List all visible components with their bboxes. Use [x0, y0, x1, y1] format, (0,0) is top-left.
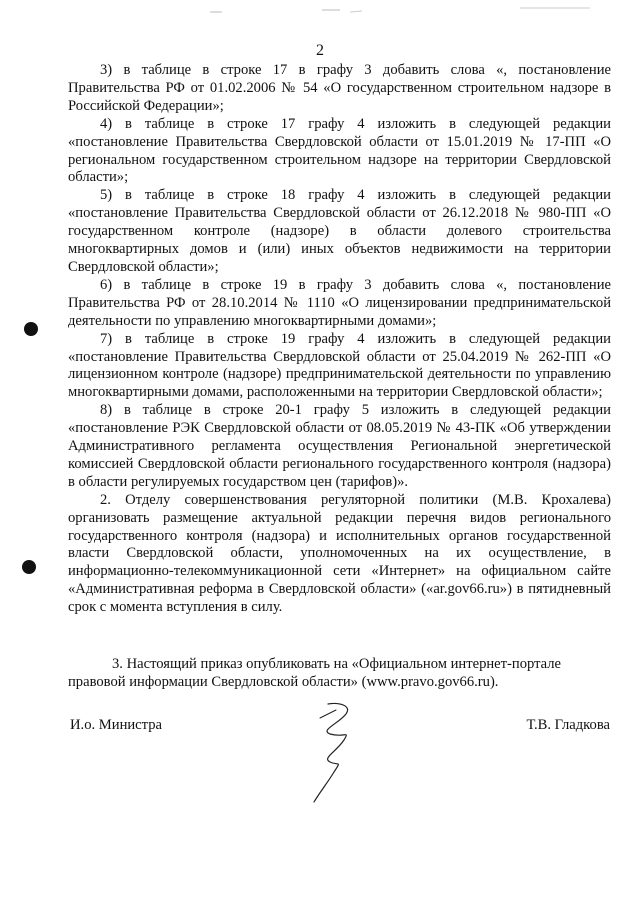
handwritten-signature	[300, 700, 370, 805]
signer-name: Т.В. Гладкова	[526, 717, 610, 733]
paragraph-item-3: 3) в таблице в строке 17 в графу 3 добавить слова «, постановление Правительства РФ от 01.02.2006 № 54 «О государственном строительном надзоре в Российской Федерации»;	[68, 62, 611, 114]
publication-clause	[68, 656, 611, 692]
paragraph-item-8: 8) в таблице в строке 20-1 графу 5 изложить в следующей редакции «постановление РЭК Свердловской области от 08.05.2019 № 43-ПК «Об утверждении Административного регламента осуществления Региональной энергетической комиссией Свердловской области регионального государственного контроля (надзора) в области регулируемых государством цен (тарифов)».	[68, 402, 611, 490]
paragraph-item-6: 6) в таблице в строке 19 в графу 3 добавить слова «, постановление Правительства РФ от 28.10.2014 № 1110 «О лицензировании предпринимательской деятельности по управлению многоквартирными домами»;	[68, 276, 611, 329]
paragraph-item-4: 4) в таблице в строке 17 графу 4 изложить в следующей редакции «постановление Правительства Свердловской области от 15.01.2019 № 17-ПП «О региональном государственном строительном надзоре на территории Свердловской области»;	[68, 115, 611, 186]
paragraph-item-5: 5) в таблице в строке 18 графу 4 изложить в следующей редакции «постановление Правительства Свердловской области от 26.12.2018 № 980-ПП «О государственном контроле (надзоре) в области долевого строительства многоквартирных домов и (или) иных объектов недвижимости на территории Свердловской области»;	[68, 187, 611, 275]
paragraph-clause-3: 3. Настоящий приказ опубликовать на «Официальном интернет-портале правовой информации Свердловской области» (www.pravo.gov66.ru).	[68, 656, 562, 690]
punch-hole-mark	[22, 560, 36, 574]
document-body	[68, 62, 611, 617]
paragraph-item-7: 7) в таблице в строке 19 графу 4 изложить в следующей редакции «постановление Правительства Свердловской области от 25.04.2019 № 262-ПП «О лицензионном контроле (надзоре) предпринимательской деятельности по управлению многоквартирными домами, расположенными на территории Свердловской области»;	[68, 330, 611, 401]
scan-artifacts	[0, 0, 640, 30]
paragraph-clause-2: 2. Отделу совершенствования регуляторной политики (М.В. Крохалева) организовать размещение актуальной редакции перечня видов регионального государственного контроля (надзора) и исполнительных органов государственной власти Свердловской области, уполномоченных на их осуществление, в информационно-телекоммуникационной сети «Интернет» на официальном сайте «Административная реформа в Свердловской области» («ar.gov66.ru») в пятидневный срок с момента вступления в силу.	[68, 491, 611, 616]
page-number: 2	[316, 42, 324, 59]
signer-title: И.о. Министра	[70, 717, 162, 733]
punch-hole-mark	[24, 322, 38, 336]
